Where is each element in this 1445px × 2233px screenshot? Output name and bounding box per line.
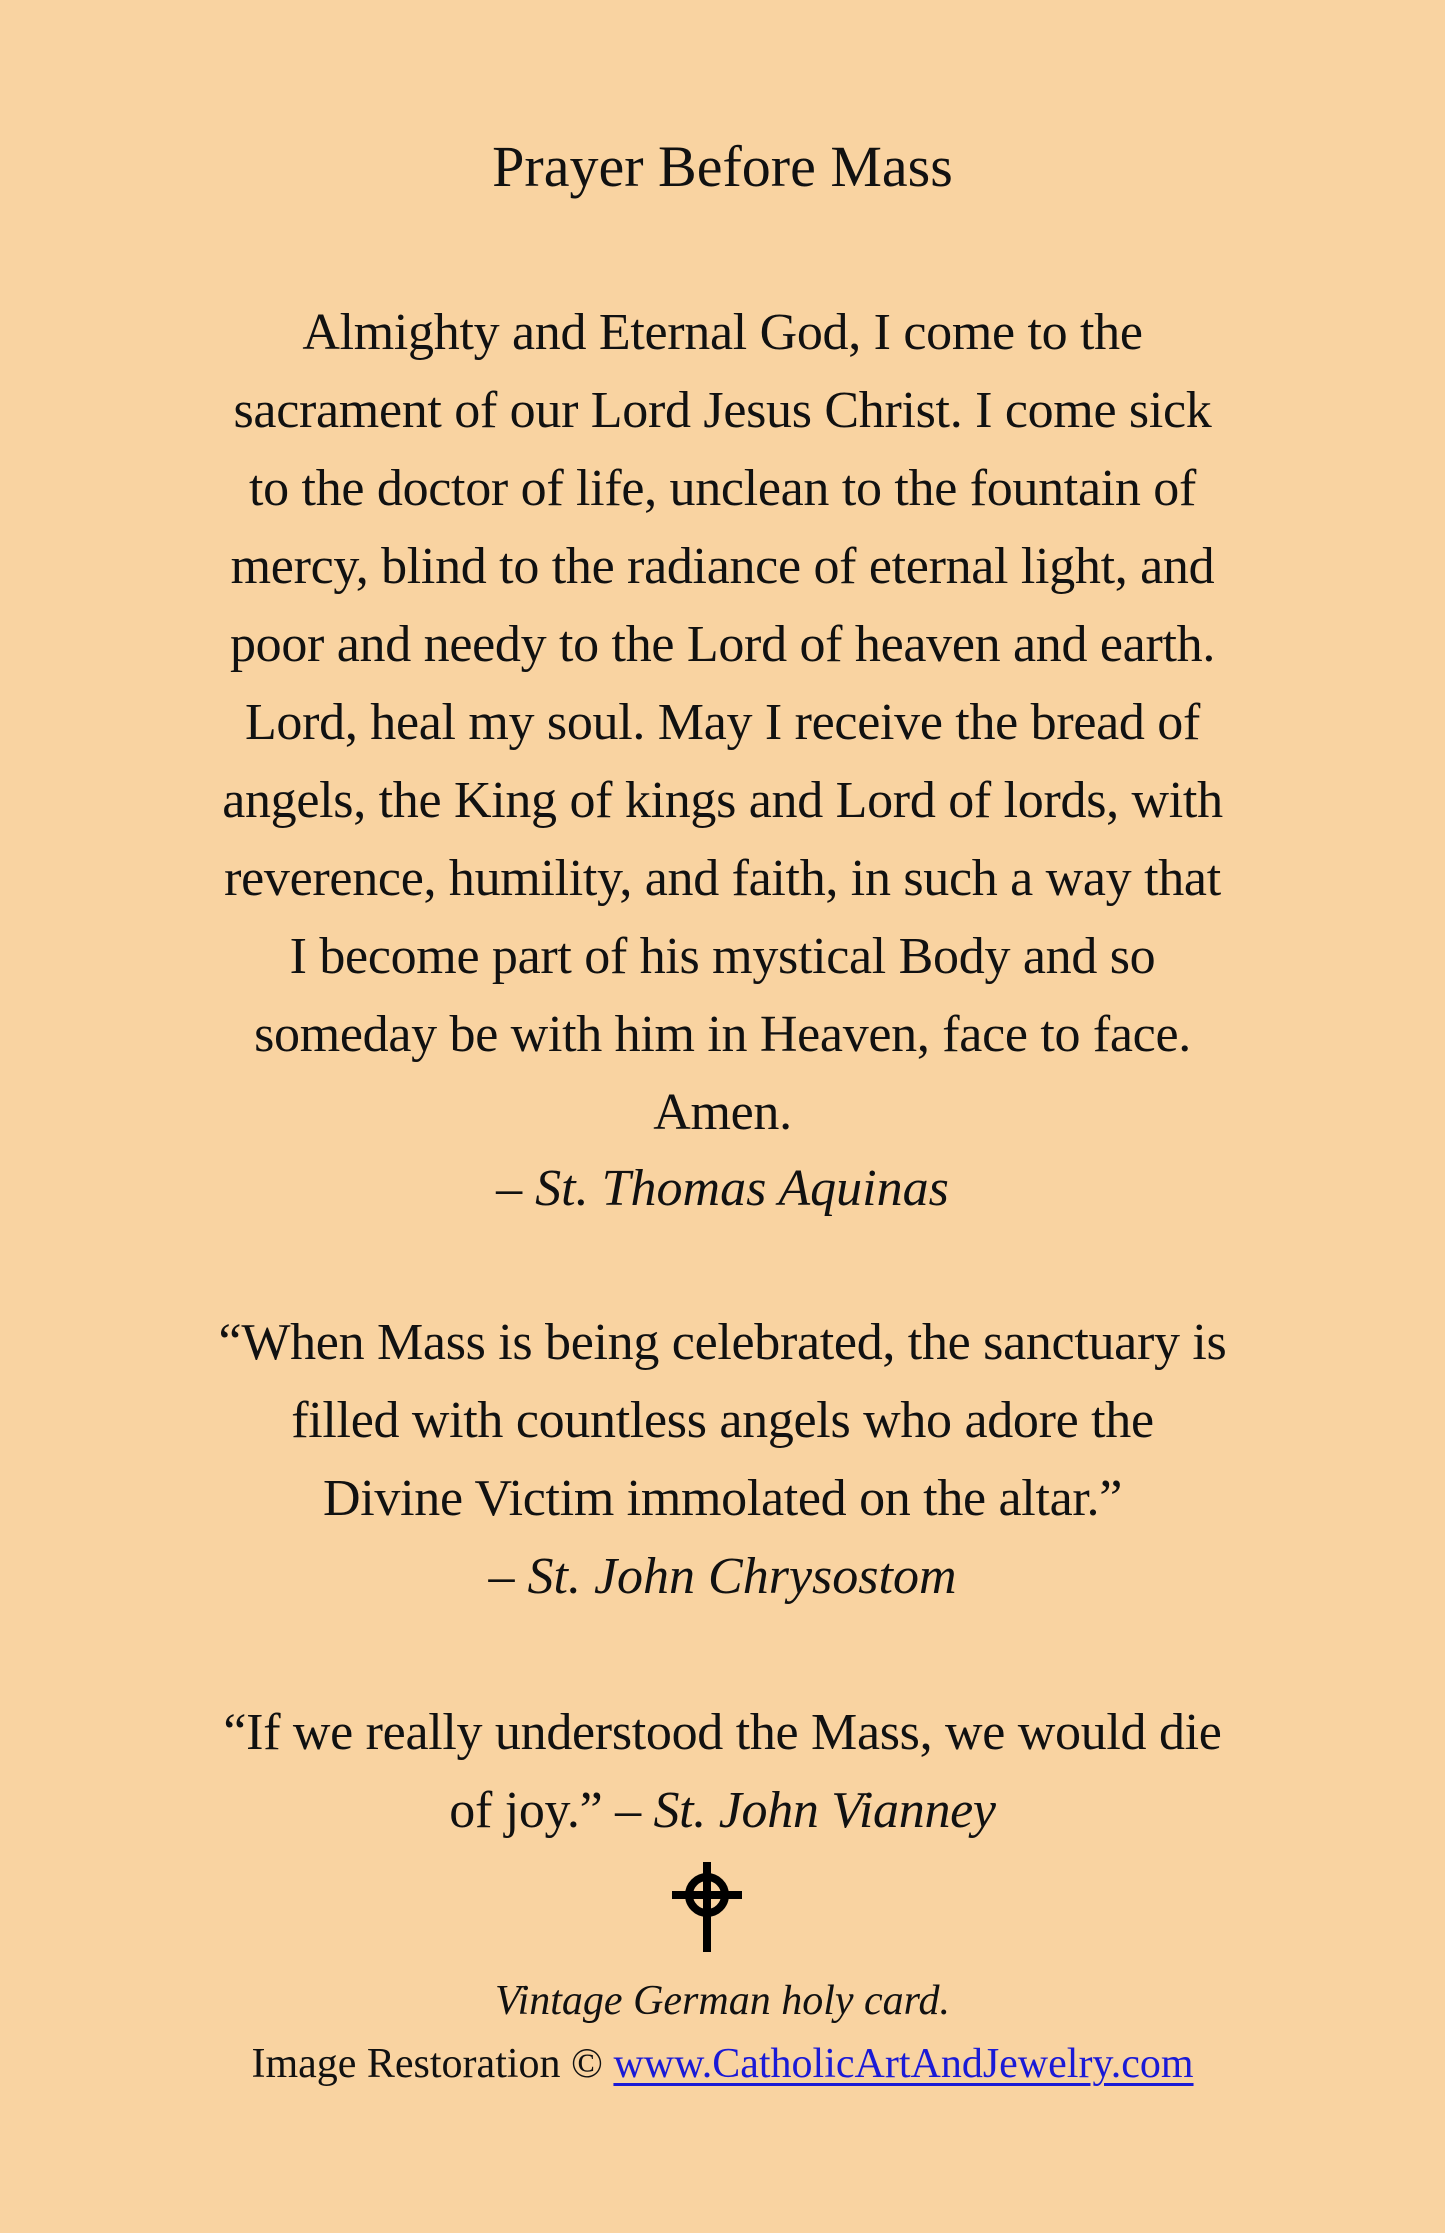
prayer-line: poor and needy to the Lord of heaven and earth. [229, 616, 1216, 673]
prayer-line: to the doctor of life, unclean to the fountain of [249, 460, 1196, 517]
prayer-line: mercy, blind to the radiance of eternal light, and [230, 538, 1215, 595]
credit-prefix: Image Restoration © [251, 2041, 614, 2087]
quote-attribution: – St. John Chrysostom [488, 1548, 957, 1605]
quote-line-with-attribution [0, 1782, 1445, 1839]
caption: Vintage German holy card. [495, 1978, 950, 2024]
quote-attribution: – St. John Vianney [615, 1782, 996, 1839]
quote-text: of joy.” [449, 1782, 616, 1839]
credit-line [0, 2043, 1445, 2085]
prayer-line: sacrament of our Lord Jesus Christ. I come sick [233, 382, 1212, 439]
celtic-cross-icon [672, 1862, 742, 1952]
prayer-attribution: – St. Thomas Aquinas [496, 1160, 949, 1217]
prayer-line: Almighty and Eternal God, I come to the [302, 304, 1143, 361]
prayer-line: Lord, heal my soul. May I receive the bread of [244, 694, 1201, 751]
prayer-amen: Amen. [653, 1084, 792, 1141]
quote-line: “If we really understood the Mass, we would die [223, 1704, 1222, 1761]
quote-line: filled with countless angels who adore the [291, 1392, 1154, 1449]
quote-line: “When Mass is being celebrated, the sanctuary is [218, 1314, 1227, 1371]
website-link[interactable]: www.CatholicArtAndJewelry.com [613, 2041, 1194, 2087]
prayer-line: angels, the King of kings and Lord of lords, with [222, 772, 1223, 829]
quote-line: Divine Victim immolated on the altar.” [323, 1470, 1122, 1527]
prayer-line: someday be with him in Heaven, face to face. [254, 1006, 1191, 1063]
page-title: Prayer Before Mass [492, 134, 953, 199]
prayer-line: I become part of his mystical Body and so [289, 928, 1156, 985]
prayer-line: reverence, humility, and faith, in such a way that [224, 850, 1221, 907]
